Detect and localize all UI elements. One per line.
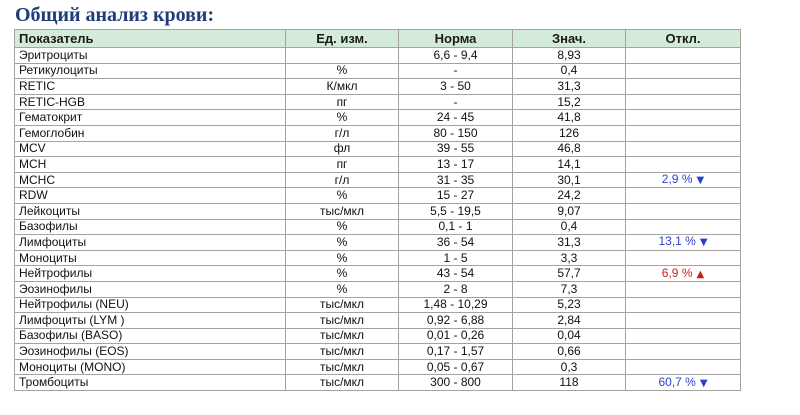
cell-unit: %: [286, 250, 399, 266]
arrow-down-icon: ▼: [699, 237, 708, 249]
cell-parameter: MCHC: [15, 172, 286, 188]
deviation-value: 13,1 %: [658, 234, 696, 249]
cell-deviation: [626, 203, 741, 219]
cell-unit: %: [286, 63, 399, 79]
cell-deviation: [626, 281, 741, 297]
cell-deviation: [626, 344, 741, 360]
cell-deviation: [626, 94, 741, 110]
table-row: [15, 203, 741, 219]
column-header-deviation: Откл.: [626, 30, 741, 48]
cell-norm: 0,17 - 1,57: [399, 344, 513, 360]
cell-unit: тыс/мкл: [286, 313, 399, 329]
cell-parameter: Лимфоциты: [15, 235, 286, 251]
table-row: [15, 48, 741, 64]
cell-deviation: [626, 359, 741, 375]
table-row: [15, 297, 741, 313]
table-row: [15, 63, 741, 79]
cell-parameter: Ретикулоциты: [15, 63, 286, 79]
cell-deviation: [626, 313, 741, 329]
cell-value: 31,3: [513, 79, 626, 95]
cell-norm: 0,01 - 0,26: [399, 328, 513, 344]
cell-value: 24,2: [513, 188, 626, 204]
cell-norm: 13 - 17: [399, 157, 513, 173]
cell-unit: тыс/мкл: [286, 344, 399, 360]
cell-unit: %: [286, 281, 399, 297]
table-row: [15, 94, 741, 110]
cell-norm: 5,5 - 19,5: [399, 203, 513, 219]
cell-norm: 2 - 8: [399, 281, 513, 297]
cell-deviation: [626, 297, 741, 313]
cell-parameter: MCV: [15, 141, 286, 157]
column-header-norm: Норма: [399, 30, 513, 48]
cell-value: 8,93: [513, 48, 626, 64]
cell-parameter: Тромбоциты: [15, 375, 286, 391]
cell-unit: пг: [286, 157, 399, 173]
cell-norm: 36 - 54: [399, 235, 513, 251]
cell-unit: тыс/мкл: [286, 203, 399, 219]
cell-norm: 24 - 45: [399, 110, 513, 126]
cell-value: 126: [513, 125, 626, 141]
table-row: [15, 281, 741, 297]
cell-deviation: [626, 79, 741, 95]
cell-unit: тыс/мкл: [286, 328, 399, 344]
cell-value: 5,23: [513, 297, 626, 313]
cell-unit: %: [286, 188, 399, 204]
cell-deviation: [626, 48, 741, 64]
cell-deviation: [626, 188, 741, 204]
cell-unit: %: [286, 110, 399, 126]
cell-parameter: Гематокрит: [15, 110, 286, 126]
table-row: [15, 79, 741, 95]
cell-parameter: RDW: [15, 188, 286, 204]
cell-value: 9,07: [513, 203, 626, 219]
cell-parameter: Нейтрофилы: [15, 266, 286, 282]
cell-parameter: Эозинофилы (EOS): [15, 344, 286, 360]
column-header-value: Знач.: [513, 30, 626, 48]
cell-parameter: RETIC: [15, 79, 286, 95]
cell-deviation: [626, 125, 741, 141]
table-row: [15, 313, 741, 329]
cell-unit: тыс/мкл: [286, 297, 399, 313]
cell-unit: %: [286, 219, 399, 235]
cell-unit: пг: [286, 94, 399, 110]
table-row: [15, 359, 741, 375]
cell-value: 118: [513, 375, 626, 391]
cell-unit: [286, 48, 399, 64]
cell-value: 14,1: [513, 157, 626, 173]
cell-value: 0,4: [513, 63, 626, 79]
cell-parameter: Лейкоциты: [15, 203, 286, 219]
cell-norm: 0,1 - 1: [399, 219, 513, 235]
cell-parameter: Моноциты: [15, 250, 286, 266]
cell-norm: 31 - 35: [399, 172, 513, 188]
cell-value: 0,3: [513, 359, 626, 375]
cell-value: 46,8: [513, 141, 626, 157]
cell-norm: 1 - 5: [399, 250, 513, 266]
table-row: [15, 344, 741, 360]
cell-norm: -: [399, 63, 513, 79]
cell-norm: 3 - 50: [399, 79, 513, 95]
page-title: Общий анализ крови:: [15, 4, 215, 26]
cell-parameter: Базофилы: [15, 219, 286, 235]
cell-value: 57,7: [513, 266, 626, 282]
cell-deviation: [626, 157, 741, 173]
table-body: [15, 48, 741, 391]
table-row: [15, 125, 741, 141]
cell-deviation: [626, 266, 741, 282]
cell-deviation: [626, 250, 741, 266]
cell-parameter: Моноциты (MONO): [15, 359, 286, 375]
deviation-value: 60,7 %: [658, 374, 696, 389]
cell-unit: тыс/мкл: [286, 359, 399, 375]
table-row: [15, 110, 741, 126]
table-row: [15, 250, 741, 266]
cell-norm: -: [399, 94, 513, 110]
cell-value: 0,4: [513, 219, 626, 235]
arrow-down-icon: ▼: [696, 175, 705, 187]
cell-parameter: Нейтрофилы (NEU): [15, 297, 286, 313]
cell-norm: 0,92 - 6,88: [399, 313, 513, 329]
deviation-value: 6,9 %: [661, 265, 693, 280]
cell-deviation: [626, 219, 741, 235]
table-row: [15, 266, 741, 282]
cell-value: 41,8: [513, 110, 626, 126]
cell-norm: 80 - 150: [399, 125, 513, 141]
cell-parameter: Эозинофилы: [15, 281, 286, 297]
cell-deviation: [626, 235, 741, 251]
blood-test-table: [14, 29, 741, 391]
column-header-parameter: Показатель: [15, 30, 286, 48]
table-row: [15, 157, 741, 173]
table-row: [15, 188, 741, 204]
cell-value: 0,04: [513, 328, 626, 344]
cell-parameter: Лимфоциты (LYM ): [15, 313, 286, 329]
cell-deviation: [626, 172, 741, 188]
cell-deviation: [626, 375, 741, 391]
cell-unit: %: [286, 266, 399, 282]
cell-value: 3,3: [513, 250, 626, 266]
cell-unit: фл: [286, 141, 399, 157]
cell-norm: 300 - 800: [399, 375, 513, 391]
table-header-row: [15, 30, 741, 48]
cell-deviation: [626, 328, 741, 344]
cell-unit: %: [286, 235, 399, 251]
arrow-down-icon: ▼: [699, 377, 708, 389]
table-row: [15, 141, 741, 157]
deviation-value: 2,9 %: [661, 172, 693, 187]
cell-norm: 43 - 54: [399, 266, 513, 282]
cell-parameter: Эритроциты: [15, 48, 286, 64]
cell-norm: 39 - 55: [399, 141, 513, 157]
cell-parameter: MCH: [15, 157, 286, 173]
cell-value: 30,1: [513, 172, 626, 188]
arrow-up-icon: ▲: [696, 268, 705, 280]
table-row: [15, 172, 741, 188]
cell-value: 31,3: [513, 235, 626, 251]
column-header-unit: Ед. изм.: [286, 30, 399, 48]
cell-norm: 0,05 - 0,67: [399, 359, 513, 375]
cell-deviation: [626, 110, 741, 126]
cell-value: 7,3: [513, 281, 626, 297]
table-row: [15, 328, 741, 344]
cell-norm: 6,6 - 9,4: [399, 48, 513, 64]
cell-parameter: Базофилы (BASO): [15, 328, 286, 344]
cell-parameter: RETIC-HGB: [15, 94, 286, 110]
cell-unit: г/л: [286, 172, 399, 188]
cell-unit: К/мкл: [286, 79, 399, 95]
table-row: [15, 235, 741, 251]
cell-unit: тыс/мкл: [286, 375, 399, 391]
cell-norm: 15 - 27: [399, 188, 513, 204]
cell-deviation: [626, 141, 741, 157]
cell-value: 0,66: [513, 344, 626, 360]
cell-deviation: [626, 63, 741, 79]
table-row: [15, 375, 741, 391]
cell-value: 2,84: [513, 313, 626, 329]
cell-norm: 1,48 - 10,29: [399, 297, 513, 313]
cell-parameter: Гемоглобин: [15, 125, 286, 141]
table-row: [15, 219, 741, 235]
cell-value: 15,2: [513, 94, 626, 110]
cell-unit: г/л: [286, 125, 399, 141]
